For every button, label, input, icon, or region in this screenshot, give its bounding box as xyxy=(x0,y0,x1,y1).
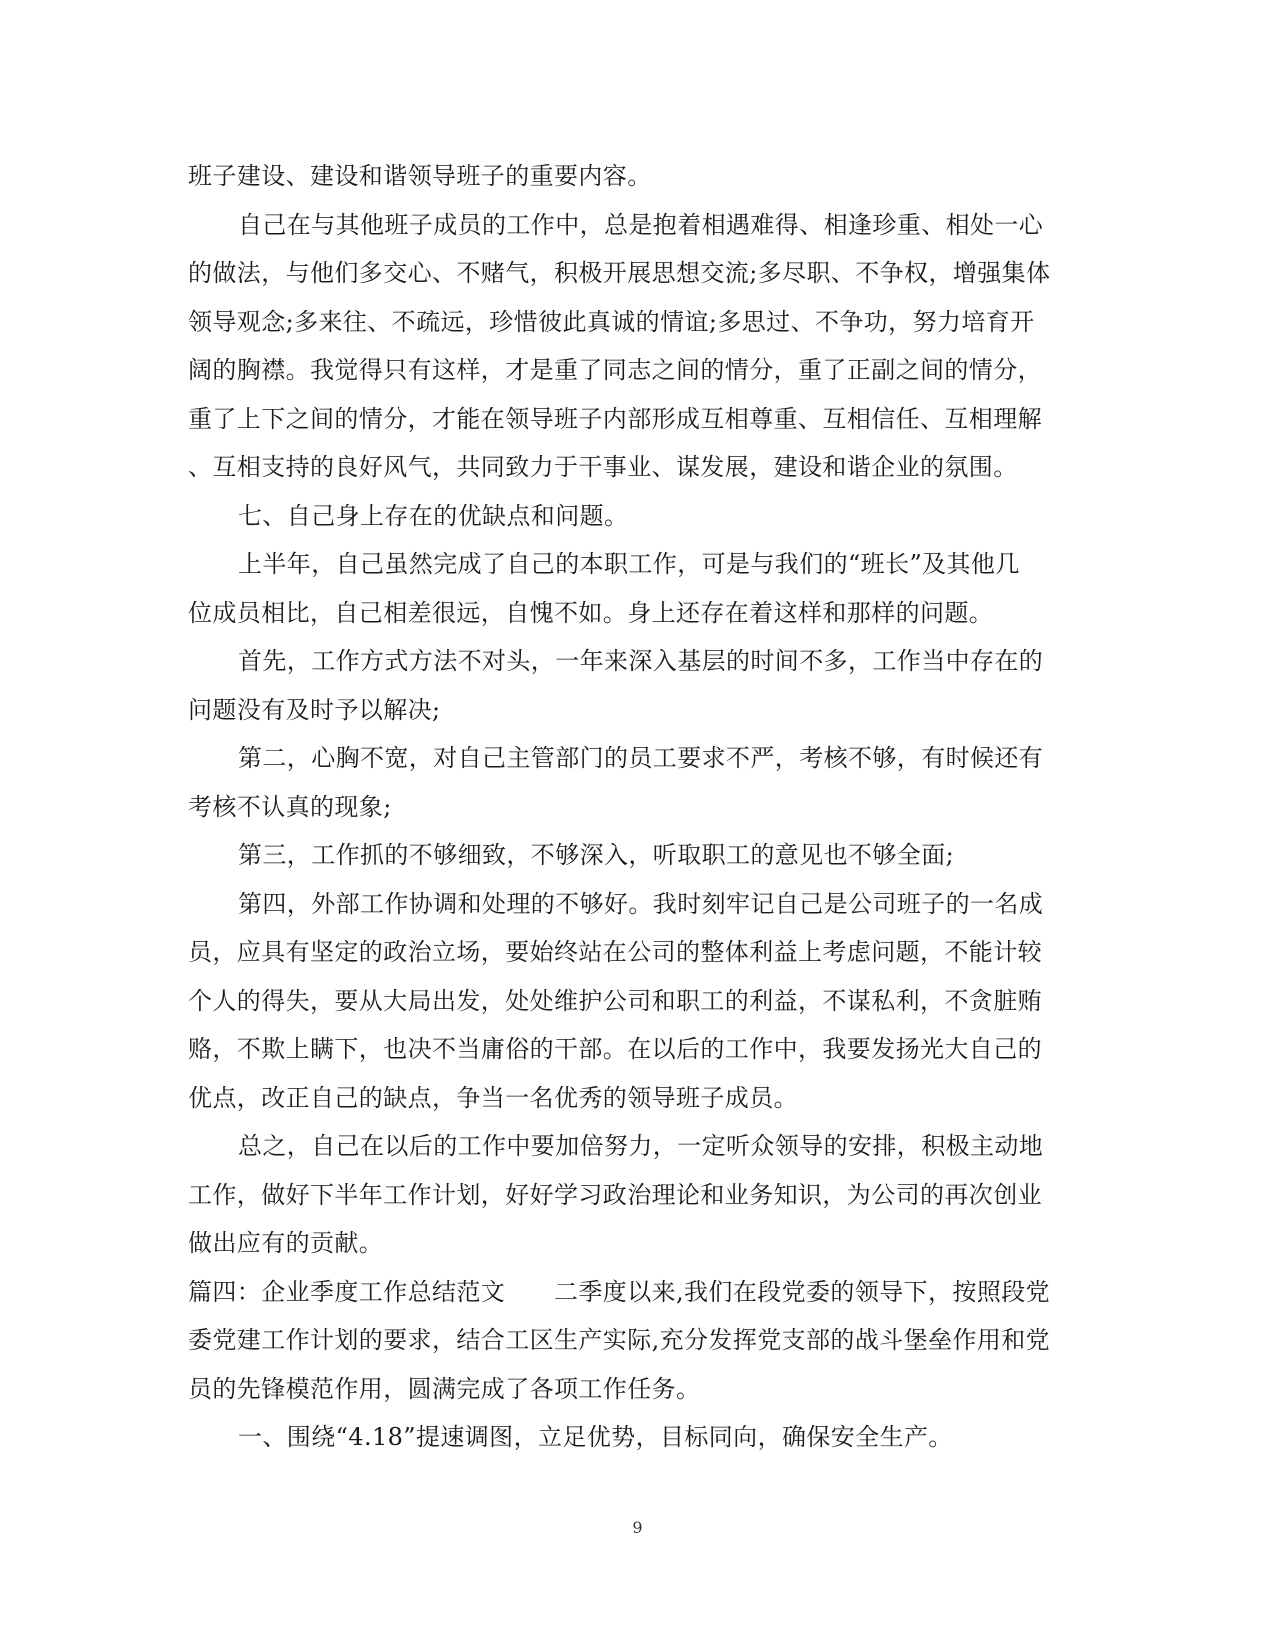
text-line: 重了上下之间的情分，才能在领导班子内部形成互相尊重、互相信任、互相理解 xyxy=(188,404,1042,433)
text-line: 优点，改正自己的缺点，争当一名优秀的领导班子成员。 xyxy=(188,1083,798,1112)
text-line: 员的先锋模范作用，圆满完成了各项工作任务。 xyxy=(188,1374,701,1403)
text-line: 第四，外部工作协调和处理的不够好。我时刻牢记自己是公司班子的一名成 xyxy=(238,889,1044,918)
text-line: 第二，心胸不宽，对自己主管部门的员工要求不严，考核不够，有时候还有 xyxy=(238,744,1044,772)
text-line: 做出应有的贡献。 xyxy=(188,1229,384,1257)
text-line: 赂，不欺上瞒下，也决不当庸俗的干部。在以后的工作中，我要发扬光大自己的 xyxy=(188,1035,1042,1063)
section-heading: 七、自己身上存在的优缺点和问题。 xyxy=(238,501,629,530)
section-heading: 一、围绕“4.18”提速调图，立足优势，目标同向，确保安全生产。 xyxy=(238,1423,953,1451)
text-line: 总之，自己在以后的工作中要加倍努力，一定听众领导的安排，积极主动地 xyxy=(238,1132,1044,1160)
text-line: 、互相支持的良好风气，共同致力于干事业、谋发展，建设和谐企业的氛围。 xyxy=(188,453,1018,481)
text-line: 阔的胸襟。我觉得只有这样，才是重了同志之间的情分，重了正副之间的情分， xyxy=(188,356,1042,384)
text-line: 位成员相比，自己相差很远，自愧不如。身上还存在着这样和那样的问题。 xyxy=(188,598,994,627)
article-heading-line: 篇四：企业季度工作总结范文 二季度以来,我们在段党委的领导下，按照段党 xyxy=(188,1277,1051,1306)
page-number: 9 xyxy=(632,1518,643,1537)
text-line: 领导观念;多来往、不疏远，珍惜彼此真诚的情谊;多思过、不争功，努力培育开 xyxy=(188,307,1035,336)
text-line: 自己在与其他班子成员的工作中，总是抱着相遇难得、相逢珍重、相处一心 xyxy=(238,210,1044,239)
text-line: 员，应具有坚定的政治立场，要始终站在公司的整体利益上考虑问题，不能计较 xyxy=(188,938,1042,966)
text-line: 委党建工作计划的要求，结合工区生产实际,充分发挥党支部的战斗堡垒作用和党 xyxy=(188,1326,1051,1354)
text-line: 个人的得失，要从大局出发，处处维护公司和职工的利益，不谋私利，不贪脏贿 xyxy=(188,986,1042,1015)
text-line: 上半年，自己虽然完成了自己的本职工作，可是与我们的“班长”及其他几 xyxy=(238,550,1020,578)
text-line: 工作，做好下半年工作计划，好好学习政治理论和业务知识，为公司的再次创业 xyxy=(188,1180,1042,1209)
text-line: 第三，工作抓的不够细致，不够深入，听取职工的意见也不够全面; xyxy=(238,841,955,869)
text-line: 班子建设、建设和谐领导班子的重要内容。 xyxy=(188,162,652,190)
text-line: 考核不认真的现象; xyxy=(188,792,392,821)
text-line: 首先，工作方式方法不对头，一年来深入基层的时间不多，工作当中存在的 xyxy=(238,647,1044,675)
text-line: 的做法，与他们多交心、不赌气，积极开展思想交流;多尽职、不争权，增强集体 xyxy=(188,259,1051,287)
text-line: 问题没有及时予以解决; xyxy=(188,695,441,724)
body-text xyxy=(188,152,1068,1462)
